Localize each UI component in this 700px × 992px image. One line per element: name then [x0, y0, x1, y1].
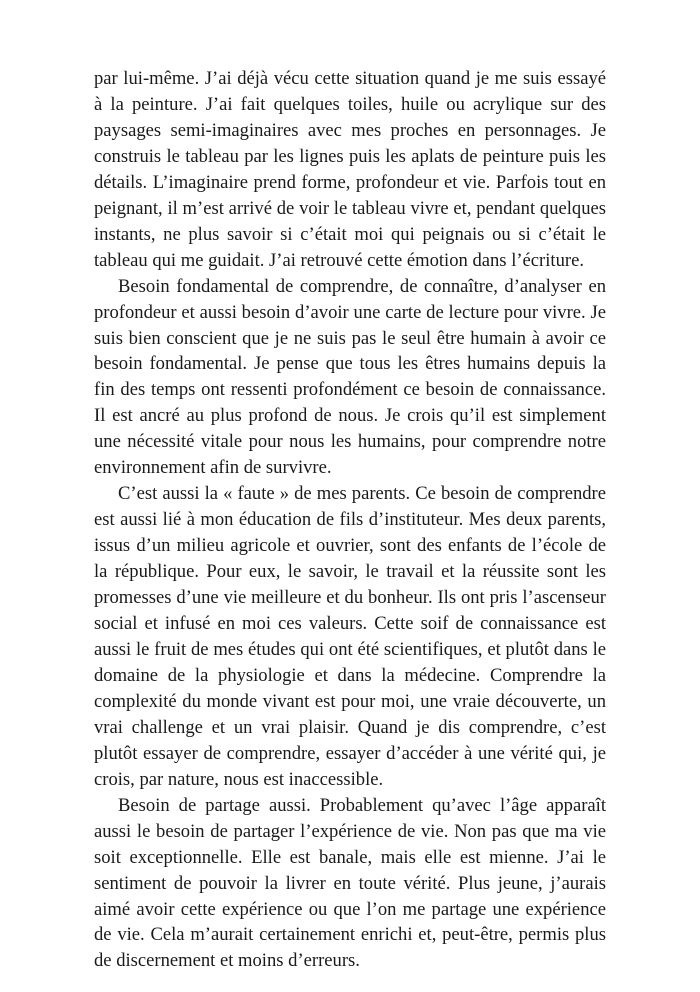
document-page [94, 66, 606, 974]
paragraph-2: Besoin fondamental de comprendre, de connaître, d’analyser en profondeur et aussi besoin d’avoir une carte de lecture pour vivre. Je suis bien conscient que je ne suis pas le seul être humain à avoir ce besoin fondamental. Je pense que tous les êtres humains depuis la fin des temps ont ressenti profondément ce besoin de connaissance. Il est ancré au plus profond de nous. Je crois qu’il est simplement une nécessité vitale pour nous les humains, pour comprendre notre environnement afin de survivre. [94, 275, 606, 479]
paragraph-4: Besoin de partage aussi. Probablement qu’avec l’âge apparaît aussi le besoin de partager l’expérience de vie. Non pas que ma vie soit exceptionnelle. Elle est banale, mais elle est mienne. J’ai le sentiment de pouvoir la livrer en toute vérité. Plus jeune, j’aurais aimé avoir cette expérience ou que l’on me partage une expérience de vie. Cela m’aurait certainement enrichi et, peut-être, permis plus de discernement et moins d’erreurs. [94, 794, 606, 972]
paragraph-3: C’est aussi la « faute » de mes parents. Ce besoin de comprendre est aussi lié à mon éducation de fils d’instituteur. Mes deux parents, issus d’un milieu agricole et ouvrier, sont des enfants de l’école de la république. Pour eux, le savoir, le travail et la réussite sont les promesses d’une vie meilleure et du bonheur. Ils ont pris l’ascenseur social et infusé en moi ces valeurs. Cette soif de connaissance est aussi le fruit de mes études qui ont été scientifiques, et plutôt dans le domaine de la physiologie et dans la médecine. Comprendre la complexité du monde vivant est pour moi, une vraie découverte, un vrai challenge et un vrai plaisir. Quand je dis comprendre, c’est plutôt essayer de comprendre, essayer d’accéder à une vérité qui, je crois, par nature, nous est inaccessible. [94, 483, 606, 790]
paragraph-1: par lui-même. J’ai déjà vécu cette situation quand je me suis essayé à la peinture. J’ai fait quelques toiles, huile ou acrylique sur des paysages semi-imaginaires avec mes proches en personnages. Je construis le tableau par les lignes puis les aplats de peinture puis les détails. L’imaginaire prend forme, profondeur et vie. Parfois tout en peignant, il m’est arrivé de voir le tableau vivre et, pendant quelques instants, ne plus savoir si c’était moi qui peignais ou si c’était le tableau qui me guidait. J’ai retrouvé cette émotion dans l’écriture. [94, 68, 606, 271]
